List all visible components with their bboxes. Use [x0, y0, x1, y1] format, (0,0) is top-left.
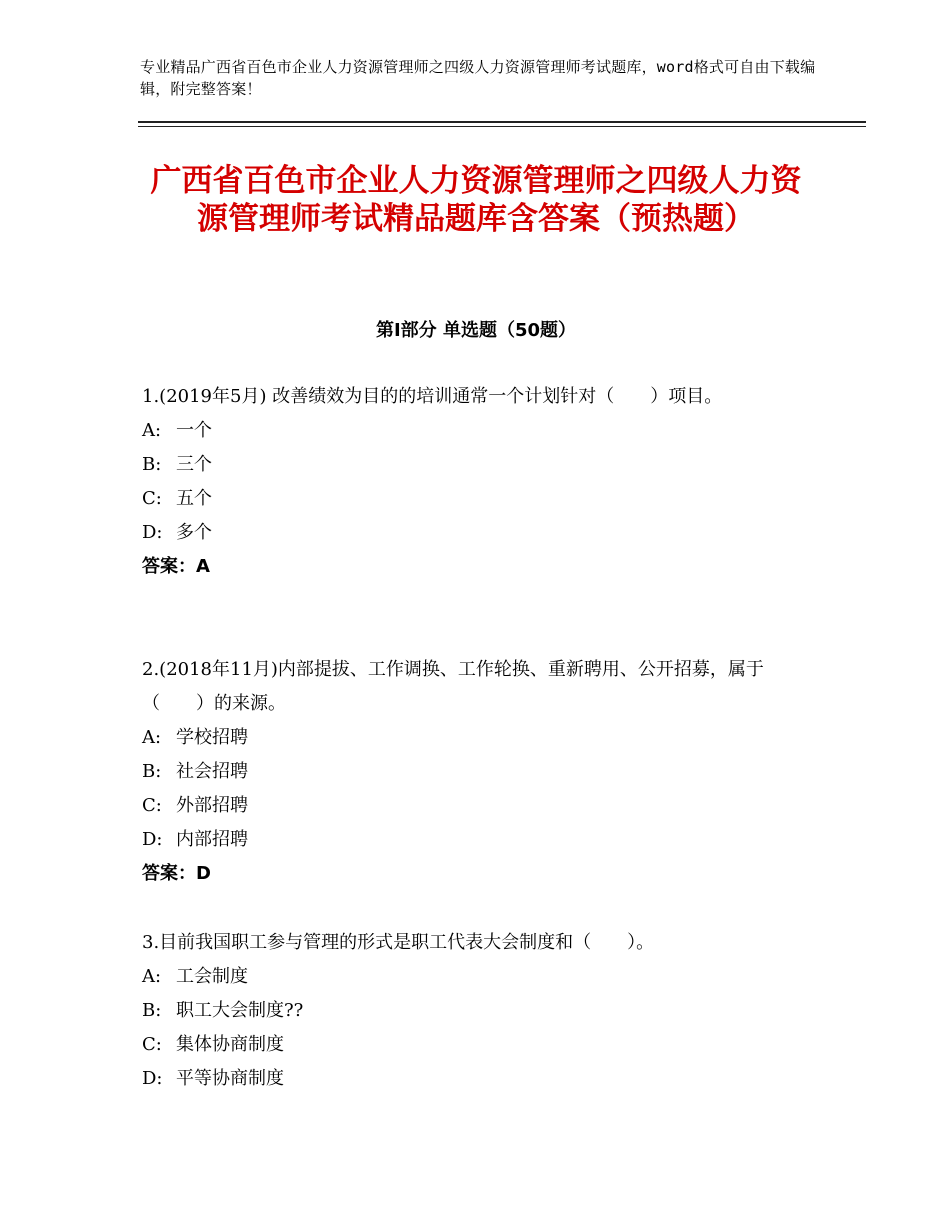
option-b — [142, 755, 822, 789]
option-d — [142, 823, 822, 857]
option-text: 五个 — [176, 488, 212, 509]
option-a — [142, 960, 822, 994]
document-title: 广西省百色市企业人力资源管理师之四级人力资源管理师考试精品题库含答案（预热题） — [150, 163, 802, 237]
option-key: D: — [142, 1068, 163, 1089]
option-c — [142, 1028, 822, 1062]
option-c — [142, 482, 822, 516]
answer: 答案：A — [142, 556, 210, 577]
question-stem: 1.(2019年5月) 改善绩效为目的的培训通常一个计划针对（ ）项目。 — [142, 386, 723, 407]
option-text: 外部招聘 — [176, 795, 248, 816]
option-key: D: — [142, 522, 163, 543]
option-text: 多个 — [176, 522, 212, 543]
option-b — [142, 448, 822, 482]
option-text: 一个 — [176, 420, 212, 441]
header-rule-thin — [138, 126, 866, 127]
header-rule-thick — [138, 121, 866, 123]
answer: 答案：D — [142, 863, 211, 884]
option-text: 工会制度 — [176, 966, 248, 987]
header-note: 专业精品广西省百色市企业人力资源管理师之四级人力资源管理师考试题库，word格式可自由下载编辑，附完整答案！ — [140, 58, 816, 98]
option-key: B: — [142, 761, 162, 782]
option-d — [142, 1062, 822, 1096]
option-key: B: — [142, 1000, 162, 1021]
option-a — [142, 414, 822, 448]
option-text: 集体协商制度 — [176, 1034, 284, 1055]
option-text: 内部招聘 — [176, 829, 248, 850]
option-text: 三个 — [176, 454, 212, 475]
option-text: 职工大会制度?? — [176, 1000, 304, 1021]
option-key: C: — [142, 1034, 162, 1055]
option-key: D: — [142, 829, 163, 850]
option-text: 平等协商制度 — [176, 1068, 284, 1089]
question-2 — [142, 653, 822, 891]
option-c — [142, 789, 822, 823]
option-key: C: — [142, 795, 162, 816]
option-key: A: — [142, 420, 162, 441]
option-b — [142, 994, 822, 1028]
question-1 — [142, 380, 822, 584]
question-3 — [142, 926, 822, 1096]
question-stem: 3.目前我国职工参与管理的形式是职工代表大会制度和（ ）。 — [142, 932, 655, 953]
option-key: C: — [142, 488, 162, 509]
option-key: B: — [142, 454, 162, 475]
question-stem: 2.(2018年11月)内部提拔、工作调换、工作轮换、重新聘用、公开招募，属于（ ）的来源。 — [142, 659, 764, 714]
option-key: A: — [142, 966, 162, 987]
section-heading: 第Ⅰ部分 单选题（50题） — [375, 320, 576, 341]
option-d — [142, 516, 822, 550]
option-a — [142, 721, 822, 755]
option-text: 社会招聘 — [176, 761, 248, 782]
option-text: 学校招聘 — [176, 727, 248, 748]
option-key: A: — [142, 727, 162, 748]
